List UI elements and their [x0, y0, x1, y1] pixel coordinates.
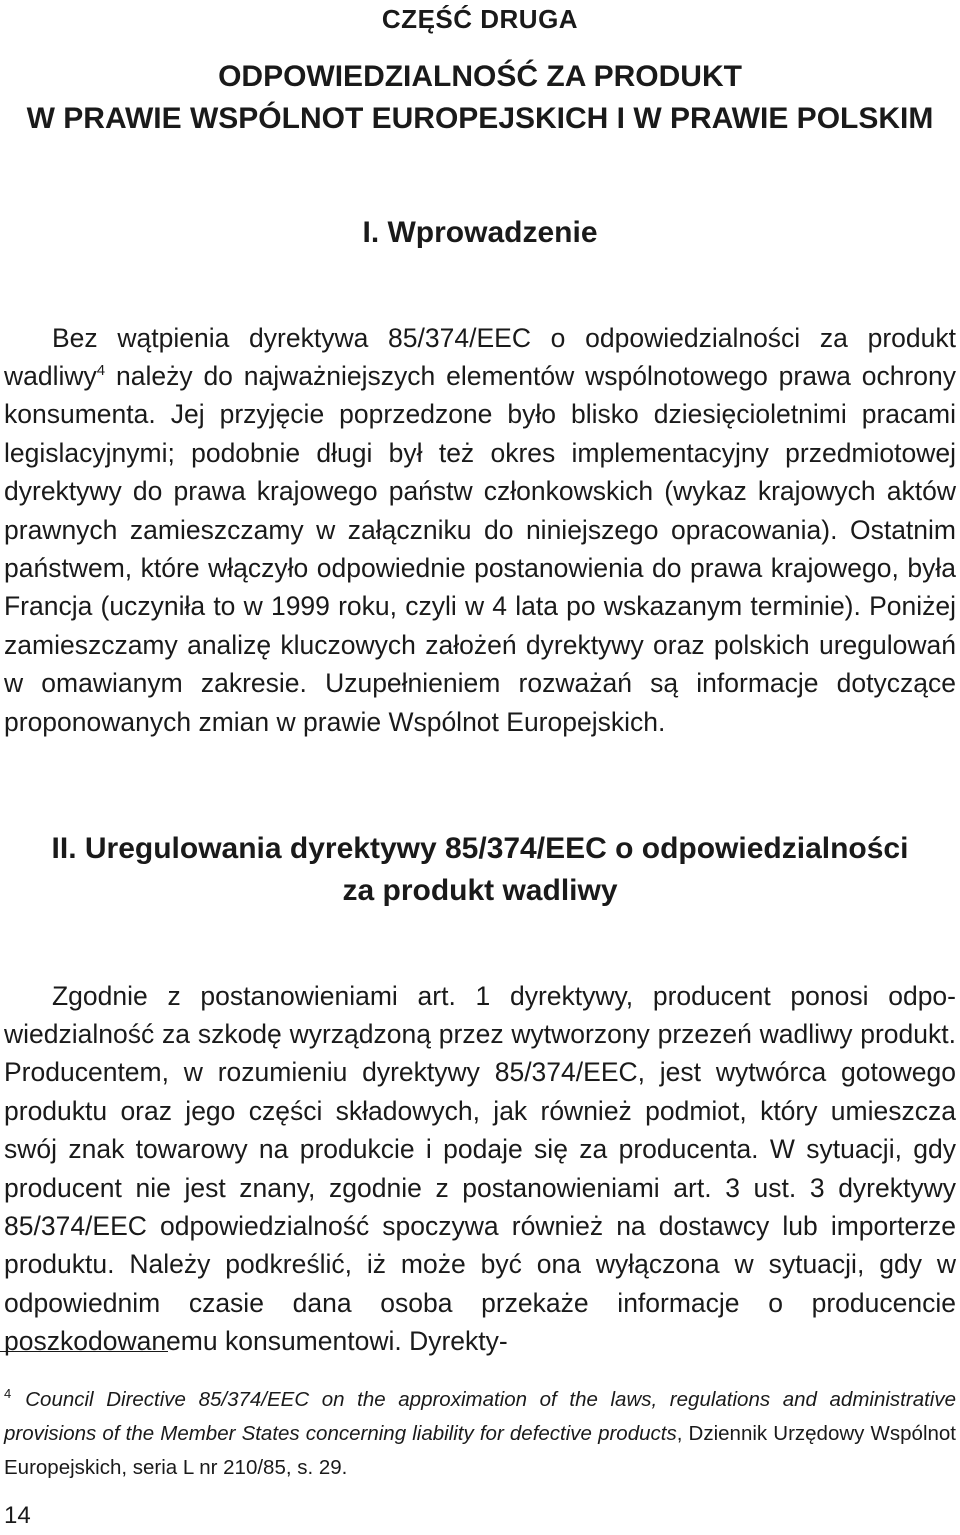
page-number: 14 — [4, 1502, 31, 1529]
part-label: CZĘŚĆ DRUGA — [381, 4, 579, 34]
footnote-number: 4 — [4, 1385, 12, 1401]
introduction-paragraph — [4, 319, 956, 741]
footnote-title: Council Directive 85/374/EEC on the approximation of the laws, regulations and administrative provisions of the Member States concerning liability for defective products — [4, 1387, 956, 1445]
section-heading-directive — [0, 828, 960, 912]
section-heading-line-2: za produkt wadliwy — [342, 874, 618, 907]
directive-paragraph — [4, 977, 956, 1361]
section-heading-line-1: II. Uregulowania dyrektywy 85/374/EEC o odpowiedzialności — [51, 832, 909, 865]
page-title-line-1: ODPOWIEDZIALNOŚĆ ZA PRODUKT — [218, 60, 742, 93]
paragraph-text: Zgodnie z postanowieniami art. 1 dyrektywy, producent ponosi odpowiedzialność za szkodę wyrządzoną przez wytworzony przezeń wadliwy produkt. Producentem, w rozumieniu dyrektywy 85/374/EEC, jest wytwórca gotowego produktu oraz jego części składowych, jak również podmiot, który umieszcza swój znak towarowy na produkcie i podaje się za producenta. W sytuacji, gdy producent nie jest znany, zgodnie z postanowieniami art. 3 ust. 3 dyrektywy 85/374/EEC odpowiedzialność spoczywa również na dostawcy lub importerze produktu. Należy podkreślić, iż może być ona wyłączona w sytuacji, gdy w odpowiednim czasie dana osoba przekaże informacje o producencie poszkodowanemu konsumentowi. Dyrekty- — [4, 980, 956, 1357]
section-heading-text: I. Wprowadzenie — [362, 216, 598, 249]
page-title-line-2: W PRAWIE WSPÓLNOT EUROPEJSKICH I W PRAWIE POLSKIM — [26, 102, 934, 135]
section-heading-introduction — [0, 212, 960, 254]
page-title — [0, 56, 960, 140]
footnote-reference[interactable]: 4 — [96, 362, 106, 380]
paragraph-text-start: Bez wątpienia dyrektywa 85/374/EEC o odpowiedzialności za produkt wadliwy — [4, 322, 956, 391]
footnote-source: , Dziennik Urzędowy Wspólnot Europejskich, seria L nr 210/85, s. 29. — [4, 1421, 956, 1479]
paragraph-text-rest: należy do najważniejszych elementów wspólnotowego prawa ochrony konsumenta. Jej przyjęcie poprzedzone było blisko dziesięcioletnimi pracami legislacyjnymi; podobnie długi był też okres implementacyjny przedmiotowej dyrektywy do prawa krajowego państw członkowskich (wykaz krajowych aktów prawnych zamieszczamy w załączniku do niniejszego opracowania). Ostatnim państwem, które włączyło odpowiednie postanowienia do prawa krajowego, była Francja (uczyniła to w 1999 roku, czyli w 4 lata po wskazanym terminie). Poniżej zamieszczamy analizę kluczowych założeń dyrektywy oraz polskich uregulowań w omawianym zakresie. Uzupełnieniem rozważań są informacje dotyczące proponowanych zmian w prawie Wspólnot Europejskich. — [4, 360, 956, 737]
footnote-divider — [0, 1351, 168, 1352]
footnote — [4, 1383, 956, 1485]
